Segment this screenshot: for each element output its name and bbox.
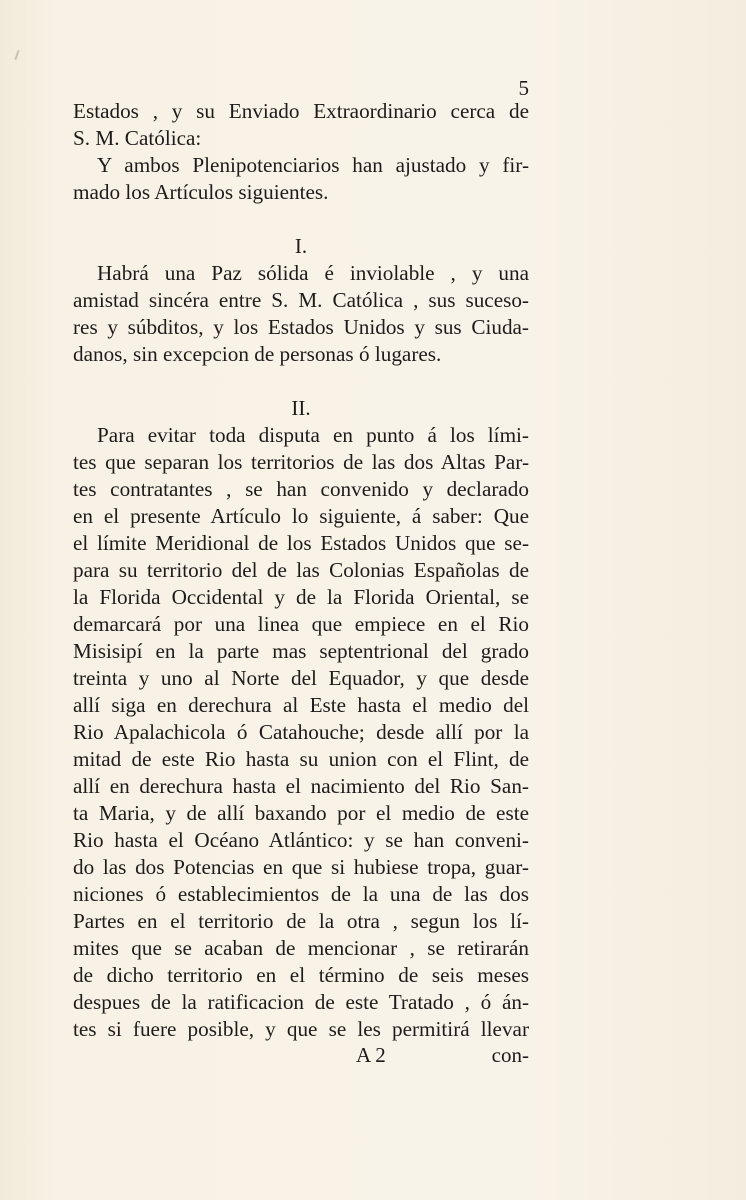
article-2-line: treinta y uno al Norte del Equador, y que desde	[73, 666, 529, 690]
article-2-line: despues de la ratificacion de este Tratado , ó án-	[73, 990, 529, 1014]
article-1-line: Habrá una Paz sólida é inviolable , y una	[97, 261, 529, 285]
article-2-heading: II.	[291, 396, 311, 420]
catchword: con-	[491, 1043, 529, 1067]
article-2-line: para su territorio del de las Colonias Españolas de	[73, 558, 529, 582]
page-footer	[73, 1043, 529, 1070]
article-1-line: danos, sin excepcion de personas ó lugares.	[73, 342, 442, 366]
article-2-line: allí en derechura hasta el nacimiento del Rio San-	[73, 774, 529, 798]
text-line: Y ambos Plenipotenciarios han ajustado y fir-	[97, 153, 529, 177]
article-2-line: niciones ó establecimientos de la una de las dos	[73, 882, 529, 906]
article-2-line: Para evitar toda disputa en punto á los lími-	[97, 423, 529, 447]
article-2-line: tes contratantes , se han convenido y declarado	[73, 477, 529, 501]
article-2-line: tes si fuere posible, y que se les permitirá llevar	[73, 1017, 529, 1041]
page-number: 5	[518, 76, 529, 100]
article-2-line: la Florida Occidental y de la Florida Oriental, se	[73, 585, 529, 609]
article-2-line: tes que separan los territorios de las dos Altas Par-	[73, 450, 529, 474]
article-2-line: allí siga en derechura al Este hasta el medio del	[73, 693, 529, 717]
signature-mark: A 2	[356, 1043, 386, 1067]
article-2-line: el límite Meridional de los Estados Unidos que se-	[73, 531, 529, 555]
article-2-line: mites que se acaban de mencionar , se retirarán	[73, 936, 529, 960]
article-1-line: amistad sincéra entre S. M. Católica , sus suceso-	[73, 288, 529, 312]
article-2-line: Rio hasta el Océano Atlántico: y se han conveni-	[73, 828, 529, 852]
article-2-line: Rio Apalachicola ó Catahouche; desde allí por la	[73, 720, 529, 744]
article-2-line: de dicho territorio en el término de seis meses	[73, 963, 529, 987]
text-line: S. M. Católica:	[73, 126, 202, 150]
article-2-line: do las dos Potencias en que si hubiese tropa, guar-	[73, 855, 529, 879]
article-1-line: res y súbditos, y los Estados Unidos y sus Ciuda-	[73, 315, 529, 339]
article-2-line: en el presente Artículo lo siguiente, á saber: Que	[73, 504, 529, 528]
article-2-line: Partes en el territorio de la otra , segun los lí-	[73, 909, 529, 933]
blank-line	[73, 368, 529, 395]
blank-line	[73, 206, 529, 233]
article-1-heading: I.	[294, 234, 308, 258]
article-2-line: ta Maria, y de allí baxando por el medio de este	[73, 801, 529, 825]
text-line: mado los Artículos siguientes.	[73, 180, 329, 204]
article-2-line: mitad de este Rio hasta su union con el Flint, de	[73, 747, 529, 771]
article-2-line: demarcará por una linea que empiece en el Rio	[73, 612, 529, 636]
article-2-line: Misisipí en la parte mas septentrional del grado	[73, 639, 529, 663]
body-text	[73, 98, 529, 1043]
margin-mark	[14, 50, 19, 60]
text-line: Estados , y su Enviado Extraordinario cerca de	[73, 99, 529, 123]
